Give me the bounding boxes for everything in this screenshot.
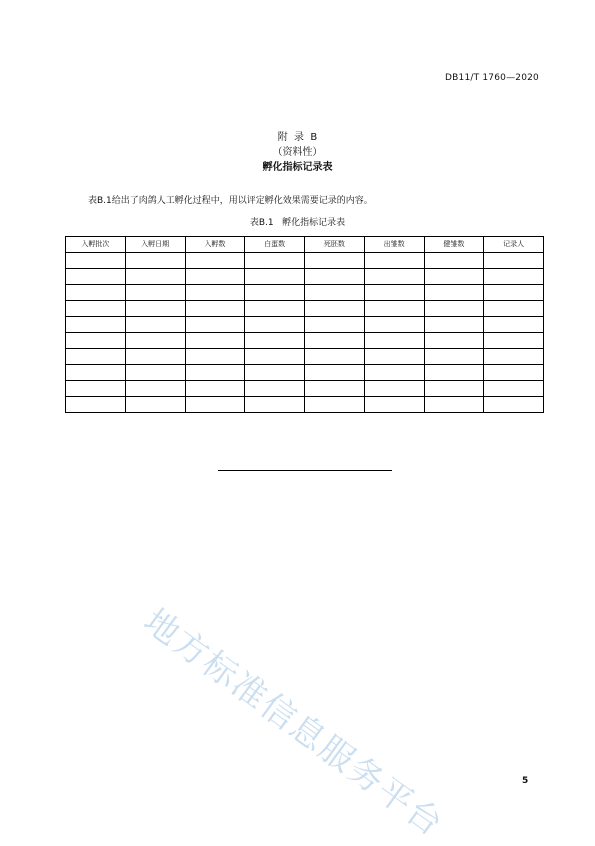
- table-cell: [185, 301, 245, 317]
- table-cell: [245, 333, 305, 349]
- table-row: [66, 253, 544, 269]
- table-cell: [66, 285, 126, 301]
- table-cell: [125, 333, 185, 349]
- table-cell: [245, 301, 305, 317]
- table-row: [66, 349, 544, 365]
- table-row: [66, 381, 544, 397]
- table-cell: [424, 381, 484, 397]
- table-row: [66, 285, 544, 301]
- table-cell: [424, 397, 484, 413]
- table-cell: [305, 349, 365, 365]
- column-header: 健雏数: [424, 237, 484, 253]
- table-cell: [364, 301, 424, 317]
- table-cell: [424, 301, 484, 317]
- table-cell: [185, 349, 245, 365]
- table-row: [66, 397, 544, 413]
- table-cell: [364, 381, 424, 397]
- table-cell: [245, 285, 305, 301]
- table-cell: [66, 317, 126, 333]
- table-cell: [66, 333, 126, 349]
- table-cell: [185, 333, 245, 349]
- table-cell: [484, 349, 544, 365]
- intro-paragraph: 表B.1给出了肉鸽人工孵化过程中，用以评定孵化效果需要记录的内容。: [88, 196, 373, 206]
- table-cell: [185, 397, 245, 413]
- table-cell: [305, 269, 365, 285]
- table-cell: [245, 365, 305, 381]
- annex-heading: [0, 130, 595, 175]
- column-header: 白蛋数: [245, 237, 305, 253]
- table-cell: [424, 333, 484, 349]
- table-cell: [305, 317, 365, 333]
- table-cell: [364, 317, 424, 333]
- table-cell: [484, 381, 544, 397]
- table-row: [66, 269, 544, 285]
- table-cell: [245, 269, 305, 285]
- table-cell: [185, 317, 245, 333]
- table-cell: [125, 365, 185, 381]
- table-cell: [125, 301, 185, 317]
- table-cell: [484, 365, 544, 381]
- table-cell: [305, 301, 365, 317]
- table-cell: [185, 285, 245, 301]
- table-cell: [245, 317, 305, 333]
- end-of-document-rule: [218, 470, 392, 471]
- table-cell: [364, 285, 424, 301]
- table-cell: [66, 397, 126, 413]
- standard-code: DB11/T 1760—2020: [445, 73, 539, 83]
- annex-name: 孵化指标记录表: [262, 162, 333, 173]
- page-number: 5: [522, 776, 529, 786]
- table-cell: [185, 365, 245, 381]
- table-cell: [364, 253, 424, 269]
- table-cell: [245, 381, 305, 397]
- table-cell: [364, 365, 424, 381]
- annex-nature: （资料性）: [272, 147, 323, 158]
- column-header: 入孵日期: [125, 237, 185, 253]
- incubation-record-table: [65, 236, 544, 413]
- table-row: [66, 301, 544, 317]
- table-cell: [364, 397, 424, 413]
- table-cell: [305, 365, 365, 381]
- table-cell: [125, 381, 185, 397]
- table-cell: [305, 253, 365, 269]
- table-cell: [484, 253, 544, 269]
- table-cell: [66, 301, 126, 317]
- watermark: 地方标准信息服务平台: [136, 601, 451, 846]
- table-cell: [245, 349, 305, 365]
- table-cell: [245, 253, 305, 269]
- table-cell: [125, 269, 185, 285]
- table-cell: [364, 269, 424, 285]
- table-cell: [185, 269, 245, 285]
- table-cell: [484, 397, 544, 413]
- table-cell: [66, 349, 126, 365]
- table-cell: [125, 285, 185, 301]
- table-cell: [305, 397, 365, 413]
- table-cell: [424, 269, 484, 285]
- table-cell: [66, 253, 126, 269]
- column-header: 出雏数: [364, 237, 424, 253]
- table-cell: [424, 317, 484, 333]
- table-cell: [305, 333, 365, 349]
- table-cell: [484, 285, 544, 301]
- table-cell: [66, 365, 126, 381]
- column-header: 死胚数: [305, 237, 365, 253]
- table-header-row: [66, 237, 544, 253]
- table-body: [66, 253, 544, 413]
- column-header: 入孵数: [185, 237, 245, 253]
- table-cell: [245, 397, 305, 413]
- column-header: 记录人: [484, 237, 544, 253]
- table-cell: [125, 317, 185, 333]
- table-cell: [125, 397, 185, 413]
- table-cell: [424, 349, 484, 365]
- table-cell: [484, 269, 544, 285]
- table-cell: [484, 317, 544, 333]
- table-cell: [185, 253, 245, 269]
- table-cell: [125, 253, 185, 269]
- table-row: [66, 317, 544, 333]
- table-cell: [424, 285, 484, 301]
- table-row: [66, 365, 544, 381]
- table-cell: [305, 381, 365, 397]
- table-cell: [66, 269, 126, 285]
- table-row: [66, 333, 544, 349]
- column-header: 入孵批次: [66, 237, 126, 253]
- annex-title: 附 录 B: [277, 132, 318, 143]
- table-cell: [364, 333, 424, 349]
- table-cell: [66, 381, 126, 397]
- table-cell: [185, 381, 245, 397]
- table-cell: [484, 333, 544, 349]
- table-cell: [424, 253, 484, 269]
- table-cell: [364, 349, 424, 365]
- table-cell: [305, 285, 365, 301]
- table-caption: 表B.1 孵化指标记录表: [249, 218, 346, 228]
- table-cell: [424, 365, 484, 381]
- table-cell: [125, 349, 185, 365]
- table-cell: [484, 301, 544, 317]
